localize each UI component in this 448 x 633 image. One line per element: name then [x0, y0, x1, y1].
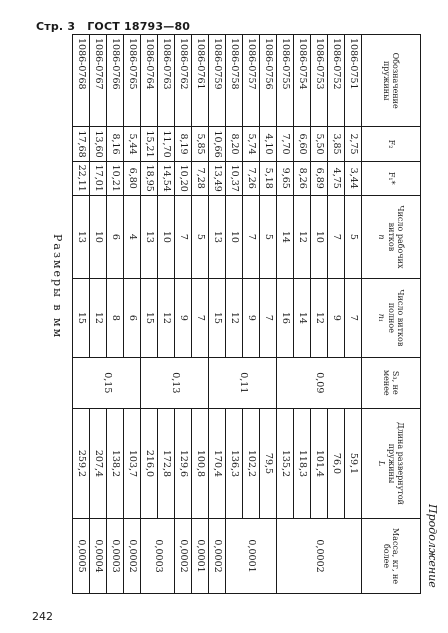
col-working-turns-symbol: n — [377, 234, 387, 240]
cell-length: 135,2 — [277, 408, 294, 518]
cell-working-turns: 6 — [107, 195, 124, 278]
standard-number: ГОСТ 18793—80 — [87, 20, 191, 33]
cell-f2: 17,68 — [73, 127, 90, 161]
cell-working-turns: 13 — [209, 195, 226, 278]
cell-designation: 1086-0764 — [141, 35, 158, 127]
table-row — [124, 35, 141, 594]
cell-working-turns: 13 — [73, 195, 90, 278]
cell-f2: 8,16 — [107, 127, 124, 161]
cell-mass: 0,0003 — [107, 519, 124, 594]
cell-working-turns: 12 — [294, 195, 311, 278]
cell-length: 79,5 — [260, 408, 277, 518]
cell-working-turns: 7 — [328, 195, 345, 278]
table-row — [107, 35, 124, 594]
cell-length: 138,2 — [107, 408, 124, 518]
cell-designation: 1086-0755 — [277, 35, 294, 127]
cell-working-turns: 10 — [226, 195, 243, 278]
cell-length: 259,2 — [73, 408, 90, 518]
cell-s: 0,15 — [73, 357, 141, 408]
col-s-label: S₃, не менее — [382, 369, 401, 396]
cell-f2: 5,44 — [124, 127, 141, 161]
cell-f2: 3,85 — [328, 127, 345, 161]
cell-length: 170,4 — [209, 408, 226, 518]
col-f2-label: F₂ — [386, 139, 396, 149]
col-f2-header — [362, 127, 421, 161]
page-label: Стр. 3 — [36, 20, 76, 33]
cell-total-turns: 7 — [192, 279, 209, 358]
col-s-header — [362, 357, 421, 408]
table-row — [345, 35, 362, 594]
cell-length: 103,7 — [124, 408, 141, 518]
col-length-symbol: L — [377, 460, 387, 467]
cell-working-turns: 10 — [158, 195, 175, 278]
col-length-header — [362, 408, 421, 518]
cell-f1: 10,37 — [226, 161, 243, 195]
cell-designation: 1086-0751 — [345, 35, 362, 127]
cell-length: 59,1 — [345, 408, 362, 518]
cell-f2: 8,19 — [175, 127, 192, 161]
cell-length: 129,6 — [175, 408, 192, 518]
cell-f1: 17,01 — [90, 161, 107, 195]
cell-s: 0,09 — [277, 357, 362, 408]
cell-f2: 11,70 — [158, 127, 175, 161]
table-caption: Размеры в мм — [51, 234, 64, 340]
cell-f2: 13,60 — [90, 127, 107, 161]
cell-total-turns: 9 — [175, 279, 192, 358]
cell-total-turns: 7 — [260, 279, 277, 358]
table-row — [141, 35, 158, 594]
cell-f2: 15,21 — [141, 127, 158, 161]
cell-working-turns: 10 — [311, 195, 328, 278]
cell-f1: 13,49 — [209, 161, 226, 195]
cell-total-turns: 8 — [107, 279, 124, 358]
cell-f1: 9,65 — [277, 161, 294, 195]
cell-designation: 1086-0756 — [260, 35, 277, 127]
cell-mass: 0,0002 — [175, 519, 192, 594]
cell-designation: 1086-0752 — [328, 35, 345, 127]
cell-f1: 10,20 — [175, 161, 192, 195]
cell-f1: 10,21 — [107, 161, 124, 195]
cell-f2: 8,20 — [226, 127, 243, 161]
cell-length: 136,3 — [226, 408, 243, 518]
cell-length: 172,8 — [158, 408, 175, 518]
col-total-turns-header — [362, 279, 421, 358]
cell-designation: 1086-0757 — [243, 35, 260, 127]
cell-designation: 1086-0762 — [175, 35, 192, 127]
cell-working-turns: 13 — [141, 195, 158, 278]
cell-mass: 0,0003 — [141, 519, 175, 594]
cell-f2: 4,10 — [260, 127, 277, 161]
cell-total-turns: 12 — [226, 279, 243, 358]
cell-total-turns: 16 — [277, 279, 294, 358]
col-working-turns-header — [362, 195, 421, 278]
page-header — [36, 20, 198, 33]
cell-f1: 22,11 — [73, 161, 90, 195]
cell-total-turns: 12 — [90, 279, 107, 358]
cell-designation: 1086-0767 — [90, 35, 107, 127]
cell-f1: 7,28 — [192, 161, 209, 195]
cell-mass: 0,0001 — [226, 519, 277, 594]
table-row — [243, 35, 260, 594]
cell-working-turns: 10 — [90, 195, 107, 278]
col-length-label: Длина развернутой пружины — [386, 422, 405, 505]
cell-total-turns: 12 — [311, 279, 328, 358]
cell-length: 118,3 — [294, 408, 311, 518]
cell-length: 102,2 — [243, 408, 260, 518]
cell-working-turns: 7 — [175, 195, 192, 278]
cell-length: 76,0 — [328, 408, 345, 518]
cell-designation: 1086-0759 — [209, 35, 226, 127]
col-designation-header — [362, 35, 421, 127]
cell-f1: 3,44 — [345, 161, 362, 195]
cell-designation: 1086-0765 — [124, 35, 141, 127]
cell-working-turns: 7 — [243, 195, 260, 278]
cell-f2: 6,60 — [294, 127, 311, 161]
cell-f2: 2,75 — [345, 127, 362, 161]
cell-total-turns: 6 — [124, 279, 141, 358]
cell-designation: 1086-0766 — [107, 35, 124, 127]
cell-designation: 1086-0753 — [311, 35, 328, 127]
cell-length: 207,4 — [90, 408, 107, 518]
cell-length: 101,4 — [311, 408, 328, 518]
col-mass-label: Масса, кг, не более — [382, 527, 401, 585]
cell-s: 0,13 — [141, 357, 209, 408]
spring-table — [72, 34, 421, 594]
cell-s: 0,11 — [209, 357, 277, 408]
cell-mass: 0,0001 — [192, 519, 209, 594]
cell-total-turns: 12 — [158, 279, 175, 358]
table-row — [226, 35, 243, 594]
cell-f1: 6,89 — [311, 161, 328, 195]
cell-length: 216,0 — [141, 408, 158, 518]
table-row — [158, 35, 175, 594]
cell-total-turns: 15 — [141, 279, 158, 358]
col-f1-label: F₁* — [386, 171, 396, 185]
cell-mass: 0,0002 — [124, 519, 141, 594]
cell-working-turns: 14 — [277, 195, 294, 278]
cell-f1: 18,95 — [141, 161, 158, 195]
cell-total-turns: 9 — [328, 279, 345, 358]
cell-f1: 5,18 — [260, 161, 277, 195]
cell-working-turns: 5 — [260, 195, 277, 278]
col-mass-header — [362, 519, 421, 594]
col-working-turns-label: Число рабочих витков — [386, 205, 405, 269]
col-total-turns-label: Число витков полное — [386, 289, 405, 347]
cell-designation: 1086-0761 — [192, 35, 209, 127]
cell-designation: 1086-0754 — [294, 35, 311, 127]
table-row — [294, 35, 311, 594]
cell-f2: 5,85 — [192, 127, 209, 161]
cell-designation: 1086-0758 — [226, 35, 243, 127]
table-row — [311, 35, 328, 594]
table-row — [73, 35, 90, 594]
page-number: 242 — [32, 610, 53, 623]
table-row — [175, 35, 192, 594]
cell-f1: 4,75 — [328, 161, 345, 195]
table-row — [90, 35, 107, 594]
cell-designation: 1086-0763 — [158, 35, 175, 127]
continued-label: Продолжение — [426, 504, 439, 588]
cell-total-turns: 9 — [243, 279, 260, 358]
table-row — [209, 35, 226, 594]
cell-total-turns: 15 — [209, 279, 226, 358]
table-row — [277, 35, 294, 594]
cell-f1: 14,54 — [158, 161, 175, 195]
col-f1-header — [362, 161, 421, 195]
cell-total-turns: 14 — [294, 279, 311, 358]
cell-mass: 0,0005 — [73, 519, 90, 594]
table-row — [260, 35, 277, 594]
cell-f2: 7,70 — [277, 127, 294, 161]
cell-length: 100,8 — [192, 408, 209, 518]
cell-mass: 0,0004 — [90, 519, 107, 594]
cell-designation: 1086-0768 — [73, 35, 90, 127]
cell-working-turns: 5 — [345, 195, 362, 278]
rotated-table-area — [32, 34, 439, 594]
cell-working-turns: 4 — [124, 195, 141, 278]
cell-f2: 5,50 — [311, 127, 328, 161]
cell-f2: 5,74 — [243, 127, 260, 161]
cell-mass: 0,0002 — [277, 519, 362, 594]
cell-f2: 10,66 — [209, 127, 226, 161]
cell-working-turns: 5 — [192, 195, 209, 278]
cell-f1: 7,26 — [243, 161, 260, 195]
table-row — [192, 35, 209, 594]
cell-f1: 6,80 — [124, 161, 141, 195]
col-designation-label: Обозначение пружины — [382, 52, 401, 109]
cell-total-turns: 15 — [73, 279, 90, 358]
cell-f1: 8,26 — [294, 161, 311, 195]
table-row — [328, 35, 345, 594]
cell-mass: 0,0002 — [209, 519, 226, 594]
cell-total-turns: 7 — [345, 279, 362, 358]
col-total-turns-symbol: n₁ — [377, 313, 387, 323]
